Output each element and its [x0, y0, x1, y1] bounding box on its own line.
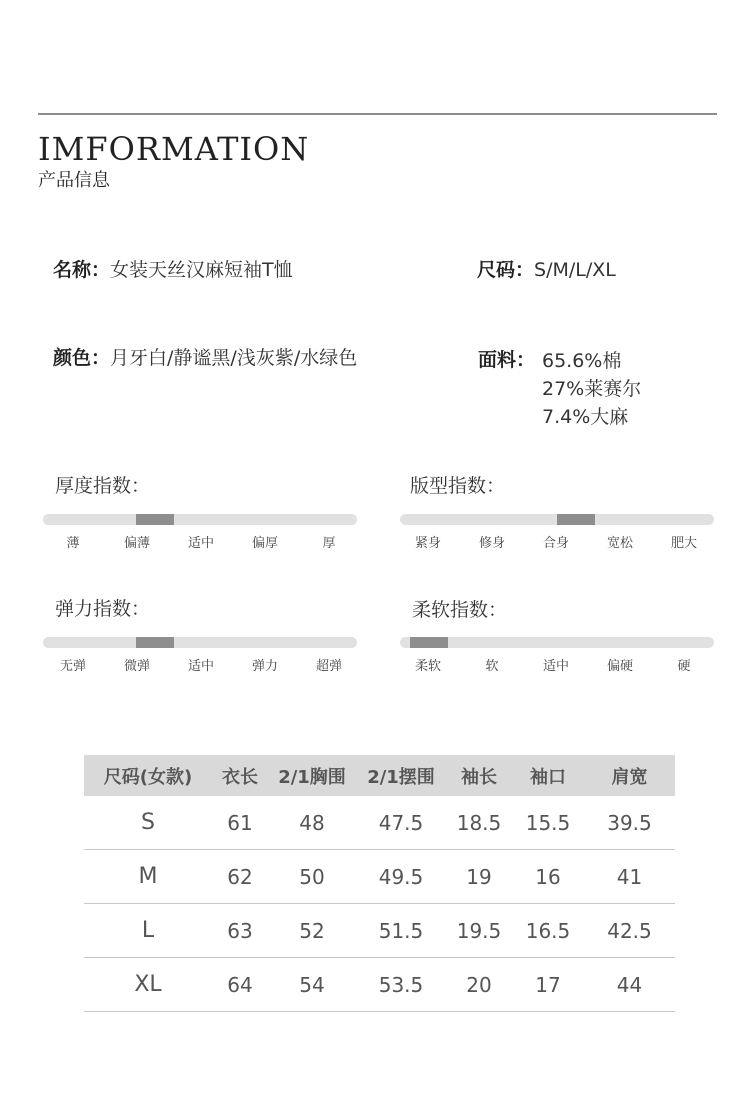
table-cell: XL — [84, 958, 212, 1012]
table-cell: L — [84, 904, 212, 958]
table-cell: 47.5 — [356, 796, 446, 850]
table-cell: 64 — [212, 958, 268, 1012]
product-size-value: S/M/L/XL — [534, 259, 616, 281]
table-cell: 17 — [512, 958, 584, 1012]
size-table-header-cell: 2/1摆围 — [356, 755, 446, 796]
index-tick: 紧身 — [414, 536, 442, 551]
header-rule — [38, 113, 717, 115]
table-cell: 63 — [212, 904, 268, 958]
thickness-index-title: 厚度指数： — [55, 475, 151, 497]
thickness-index-marker — [136, 514, 174, 525]
fabric-line: 7.4%大麻 — [542, 406, 629, 428]
index-tick: 适中 — [187, 536, 215, 551]
product-name-value: 女装天丝汉麻短袖T恤 — [110, 259, 293, 281]
product-fabric-label: 面料： — [478, 349, 536, 371]
size-table-header-cell: 2/1胸围 — [268, 755, 356, 796]
table-cell: 44 — [584, 958, 675, 1012]
fit-index-title: 版型指数： — [410, 475, 506, 497]
index-tick: 硬 — [677, 659, 691, 674]
table-cell: 15.5 — [512, 796, 584, 850]
index-tick: 超弹 — [315, 659, 343, 674]
index-tick: 修身 — [478, 536, 506, 551]
index-tick: 偏薄 — [123, 536, 151, 551]
index-tick: 偏硬 — [606, 659, 634, 674]
product-color-label: 颜色： — [53, 347, 111, 369]
size-table-header-cell: 尺码(女款) — [84, 755, 212, 796]
size-table — [84, 755, 675, 1012]
softness-index-marker — [410, 637, 448, 648]
index-tick: 宽松 — [606, 536, 634, 551]
product-fabric-label-wrap — [478, 346, 535, 374]
fit-index-track — [400, 514, 714, 525]
fabric-line: 27%莱赛尔 — [542, 378, 642, 400]
product-name — [53, 256, 293, 284]
index-tick: 软 — [485, 659, 499, 674]
size-table-header-cell: 肩宽 — [584, 755, 675, 796]
softness-index-track — [400, 637, 714, 648]
table-cell: 53.5 — [356, 958, 446, 1012]
table-cell: 42.5 — [584, 904, 675, 958]
table-cell: 19.5 — [446, 904, 512, 958]
index-tick: 微弹 — [123, 659, 151, 674]
table-cell: 54 — [268, 958, 356, 1012]
softness-index-ticks — [396, 655, 716, 673]
table-row — [84, 796, 675, 850]
index-tick: 厚 — [322, 536, 336, 551]
fabric-line: 65.6%棉 — [542, 350, 622, 372]
page-subtitle: 产品信息 — [38, 170, 110, 191]
size-table-header — [84, 755, 675, 796]
table-cell: 41 — [584, 850, 675, 904]
table-cell: 51.5 — [356, 904, 446, 958]
table-cell: 16 — [512, 850, 584, 904]
table-cell: S — [84, 796, 212, 850]
table-cell: 50 — [268, 850, 356, 904]
table-cell: 19 — [446, 850, 512, 904]
table-cell: 61 — [212, 796, 268, 850]
product-color — [53, 344, 357, 372]
product-fabric-values — [542, 347, 641, 431]
table-row — [84, 958, 675, 1012]
product-color-value: 月牙白/静谧黑/浅灰紫/水绿色 — [110, 347, 358, 369]
table-cell: 39.5 — [584, 796, 675, 850]
index-tick: 肥大 — [670, 536, 698, 551]
table-cell: 20 — [446, 958, 512, 1012]
index-tick: 无弹 — [59, 659, 87, 674]
size-table-header-cell: 袖长 — [446, 755, 512, 796]
table-cell: 62 — [212, 850, 268, 904]
product-size-label: 尺码： — [477, 259, 535, 281]
index-tick: 弹力 — [251, 659, 279, 674]
table-cell: 18.5 — [446, 796, 512, 850]
index-tick: 柔软 — [414, 659, 442, 674]
elasticity-index-track — [43, 637, 357, 648]
fit-index-ticks — [396, 532, 716, 550]
elasticity-index-marker — [136, 637, 174, 648]
table-cell: 52 — [268, 904, 356, 958]
table-cell: 49.5 — [356, 850, 446, 904]
index-tick: 合身 — [542, 536, 570, 551]
table-cell: 48 — [268, 796, 356, 850]
softness-index-title: 柔软指数： — [412, 599, 508, 621]
product-name-label: 名称： — [53, 259, 111, 281]
page-title: IMFORMATION — [38, 130, 310, 168]
index-tick: 适中 — [187, 659, 215, 674]
thickness-index-ticks — [41, 532, 361, 550]
table-cell: 16.5 — [512, 904, 584, 958]
elasticity-index-ticks — [41, 655, 361, 673]
size-table-header-cell: 衣长 — [212, 755, 268, 796]
index-tick: 偏厚 — [251, 536, 279, 551]
table-row — [84, 904, 675, 958]
elasticity-index-title: 弹力指数： — [55, 598, 151, 620]
size-table-header-cell: 袖口 — [512, 755, 584, 796]
index-tick: 适中 — [542, 659, 570, 674]
fit-index-marker — [557, 514, 595, 525]
thickness-index-track — [43, 514, 357, 525]
table-row — [84, 850, 675, 904]
index-tick: 薄 — [66, 536, 80, 551]
product-size — [477, 256, 616, 284]
table-cell: M — [84, 850, 212, 904]
